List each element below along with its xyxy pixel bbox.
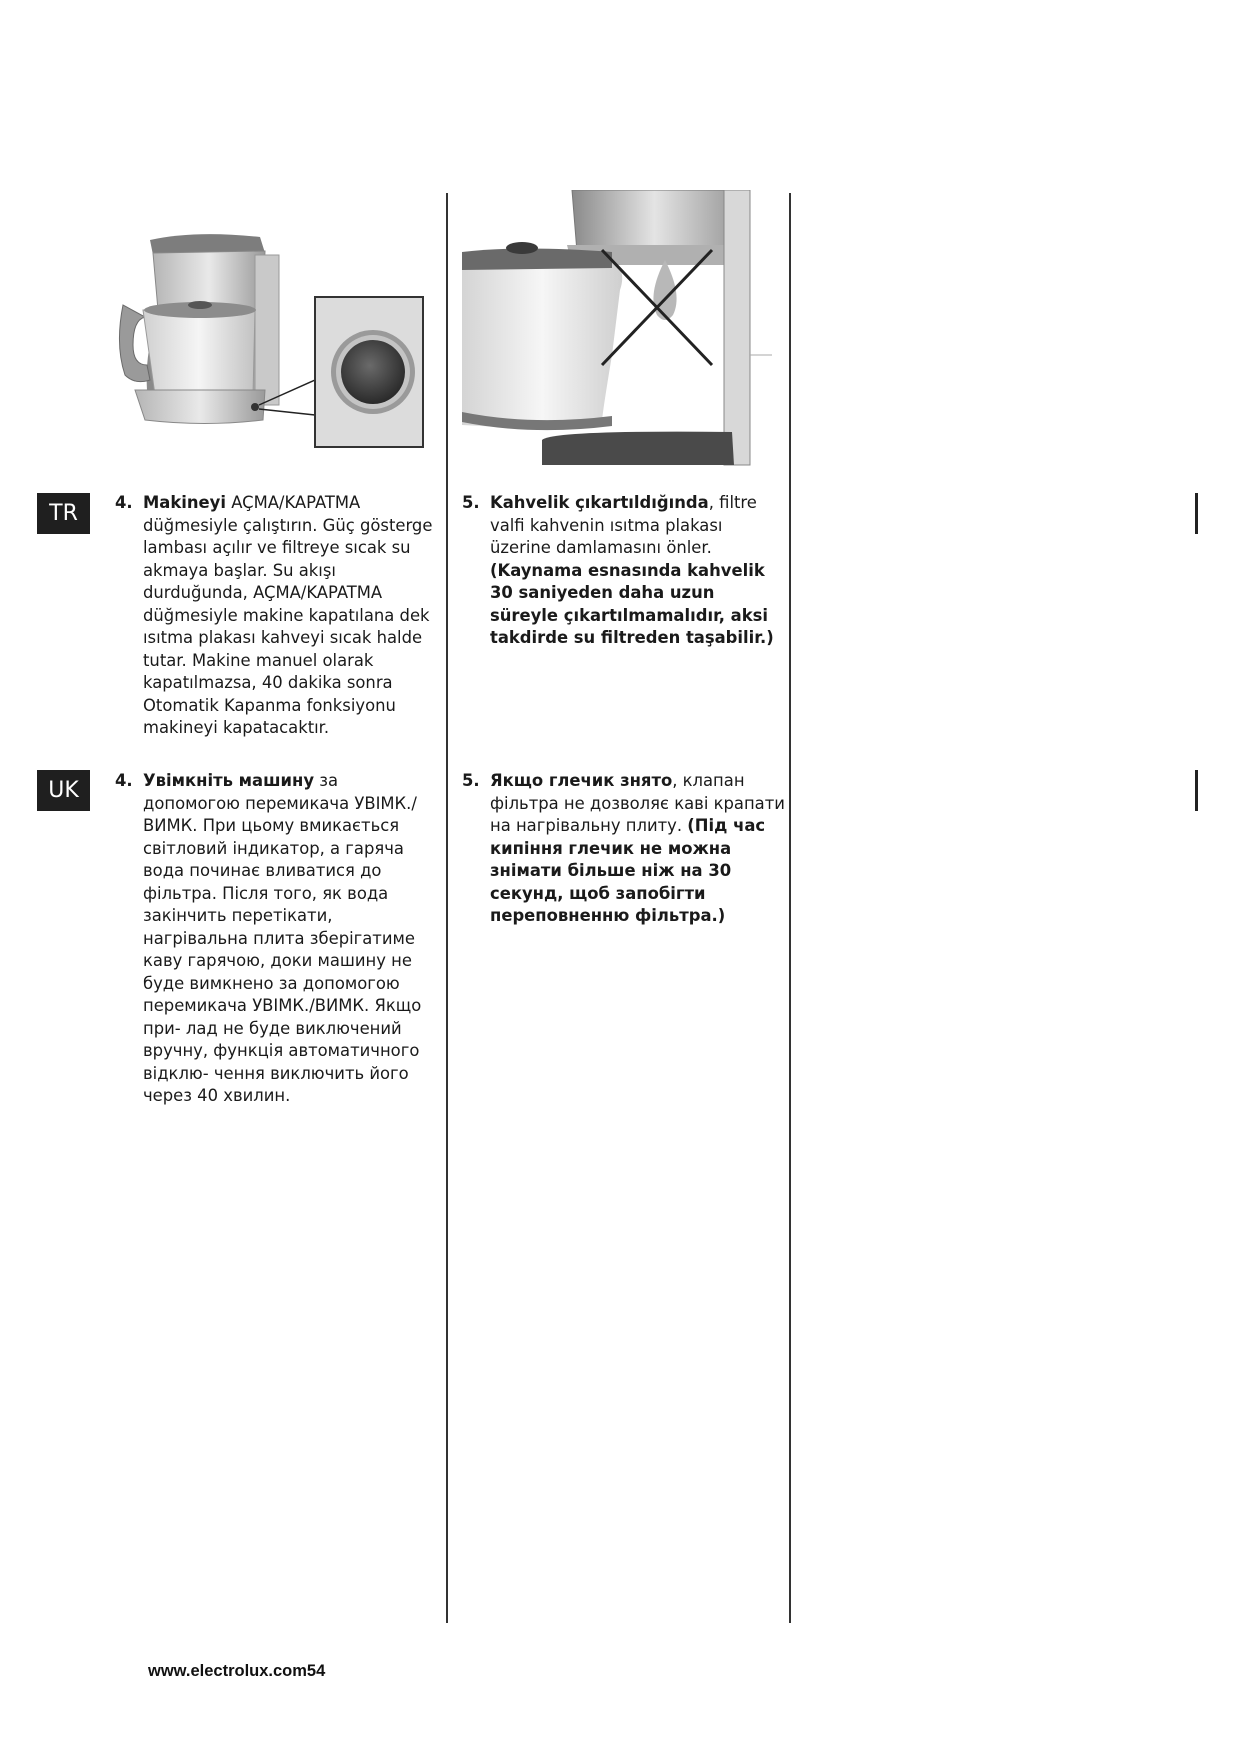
lang-badge-uk: UK <box>37 770 90 811</box>
tr-step-4 <box>115 492 433 740</box>
tr-step-4-text: AÇMA/KAPATMA düğmesiyle çalıştırın. Güç gösterge lambası açılır ve filtreye sıcak su akmaya başlar. Su akışı durduğunda, AÇMA/KAPATMA düğmesiyle makine kapatılana dek ısıtma plakası kahveyi sıcak halde tutar. Makine manuel olarak kapatılmazsa, 40 dakika sonra Otomatik Kapanma fonksiyonu makineyi kapatacaktır. <box>143 493 433 737</box>
edge-marker-tr <box>1195 493 1198 534</box>
tr-step-5-number: 5. <box>462 493 480 512</box>
column-divider-left <box>446 193 448 1623</box>
tr-step-5-warning: (Kaynama esnasında kahvelik 30 saniyeden daha uzun süreyle çıkartılmamalıdır, aksi takdirde su filtreden taşabilir.) <box>490 560 774 647</box>
coffee-maker-figure <box>115 225 430 450</box>
uk-step-5 <box>462 770 785 928</box>
uk-step-5-text: , клапан фільтра не дозволяє каві крапати на нагрівальну плиту. <box>490 771 785 835</box>
footer-page-url: www.electrolux.com54 <box>148 1662 326 1680</box>
column-divider-right <box>789 193 791 1623</box>
edge-marker-uk <box>1195 770 1198 811</box>
tr-step-4-bold: Makineyi <box>143 493 226 512</box>
uk-step-4-number: 4. <box>115 771 133 790</box>
tr-step-5 <box>462 492 780 650</box>
uk-step-5-bold: Якщо глечик знято <box>490 771 673 790</box>
uk-step-4-bold: Увімкніть машину <box>143 771 315 790</box>
tr-step-4-number: 4. <box>115 493 133 512</box>
uk-step-5-number: 5. <box>462 771 480 790</box>
lang-badge-tr: TR <box>37 493 90 534</box>
uk-step-4 <box>115 770 433 1108</box>
tr-step-5-bold: Kahvelik çıkartıldığında <box>490 493 709 512</box>
carafe-removed-drip-stop-icon <box>462 190 772 468</box>
uk-step-5-warning: (Під час кипіння глечик не можна знімати більше ніж на 30 секунд, щоб запобігти переповненню фільтра.) <box>490 816 766 925</box>
uk-step-4-text: за допомогою перемикача УВІМК./ВИМК. При цьому вмикається світловий індикатор, а гаряча вода починає вливатися до фільтра. Після того, як вода закінчить перетікати, нагрівальна плита зберігатиме каву гарячою, доки машину не буде вимкнено за допомогою перемикача УВІМК./ВИМК. Якщо при- лад не буде виключений вручну, функція автоматичного відклю- чення виключить його через 40 хвилин. <box>143 771 422 1105</box>
drip-stop-figure <box>462 190 772 468</box>
coffee-maker-power-button-icon <box>115 225 430 450</box>
tr-step-5-text: , filtre valfi kahvenin ısıtma plakası üzerine damlamasını önler. <box>490 493 757 557</box>
